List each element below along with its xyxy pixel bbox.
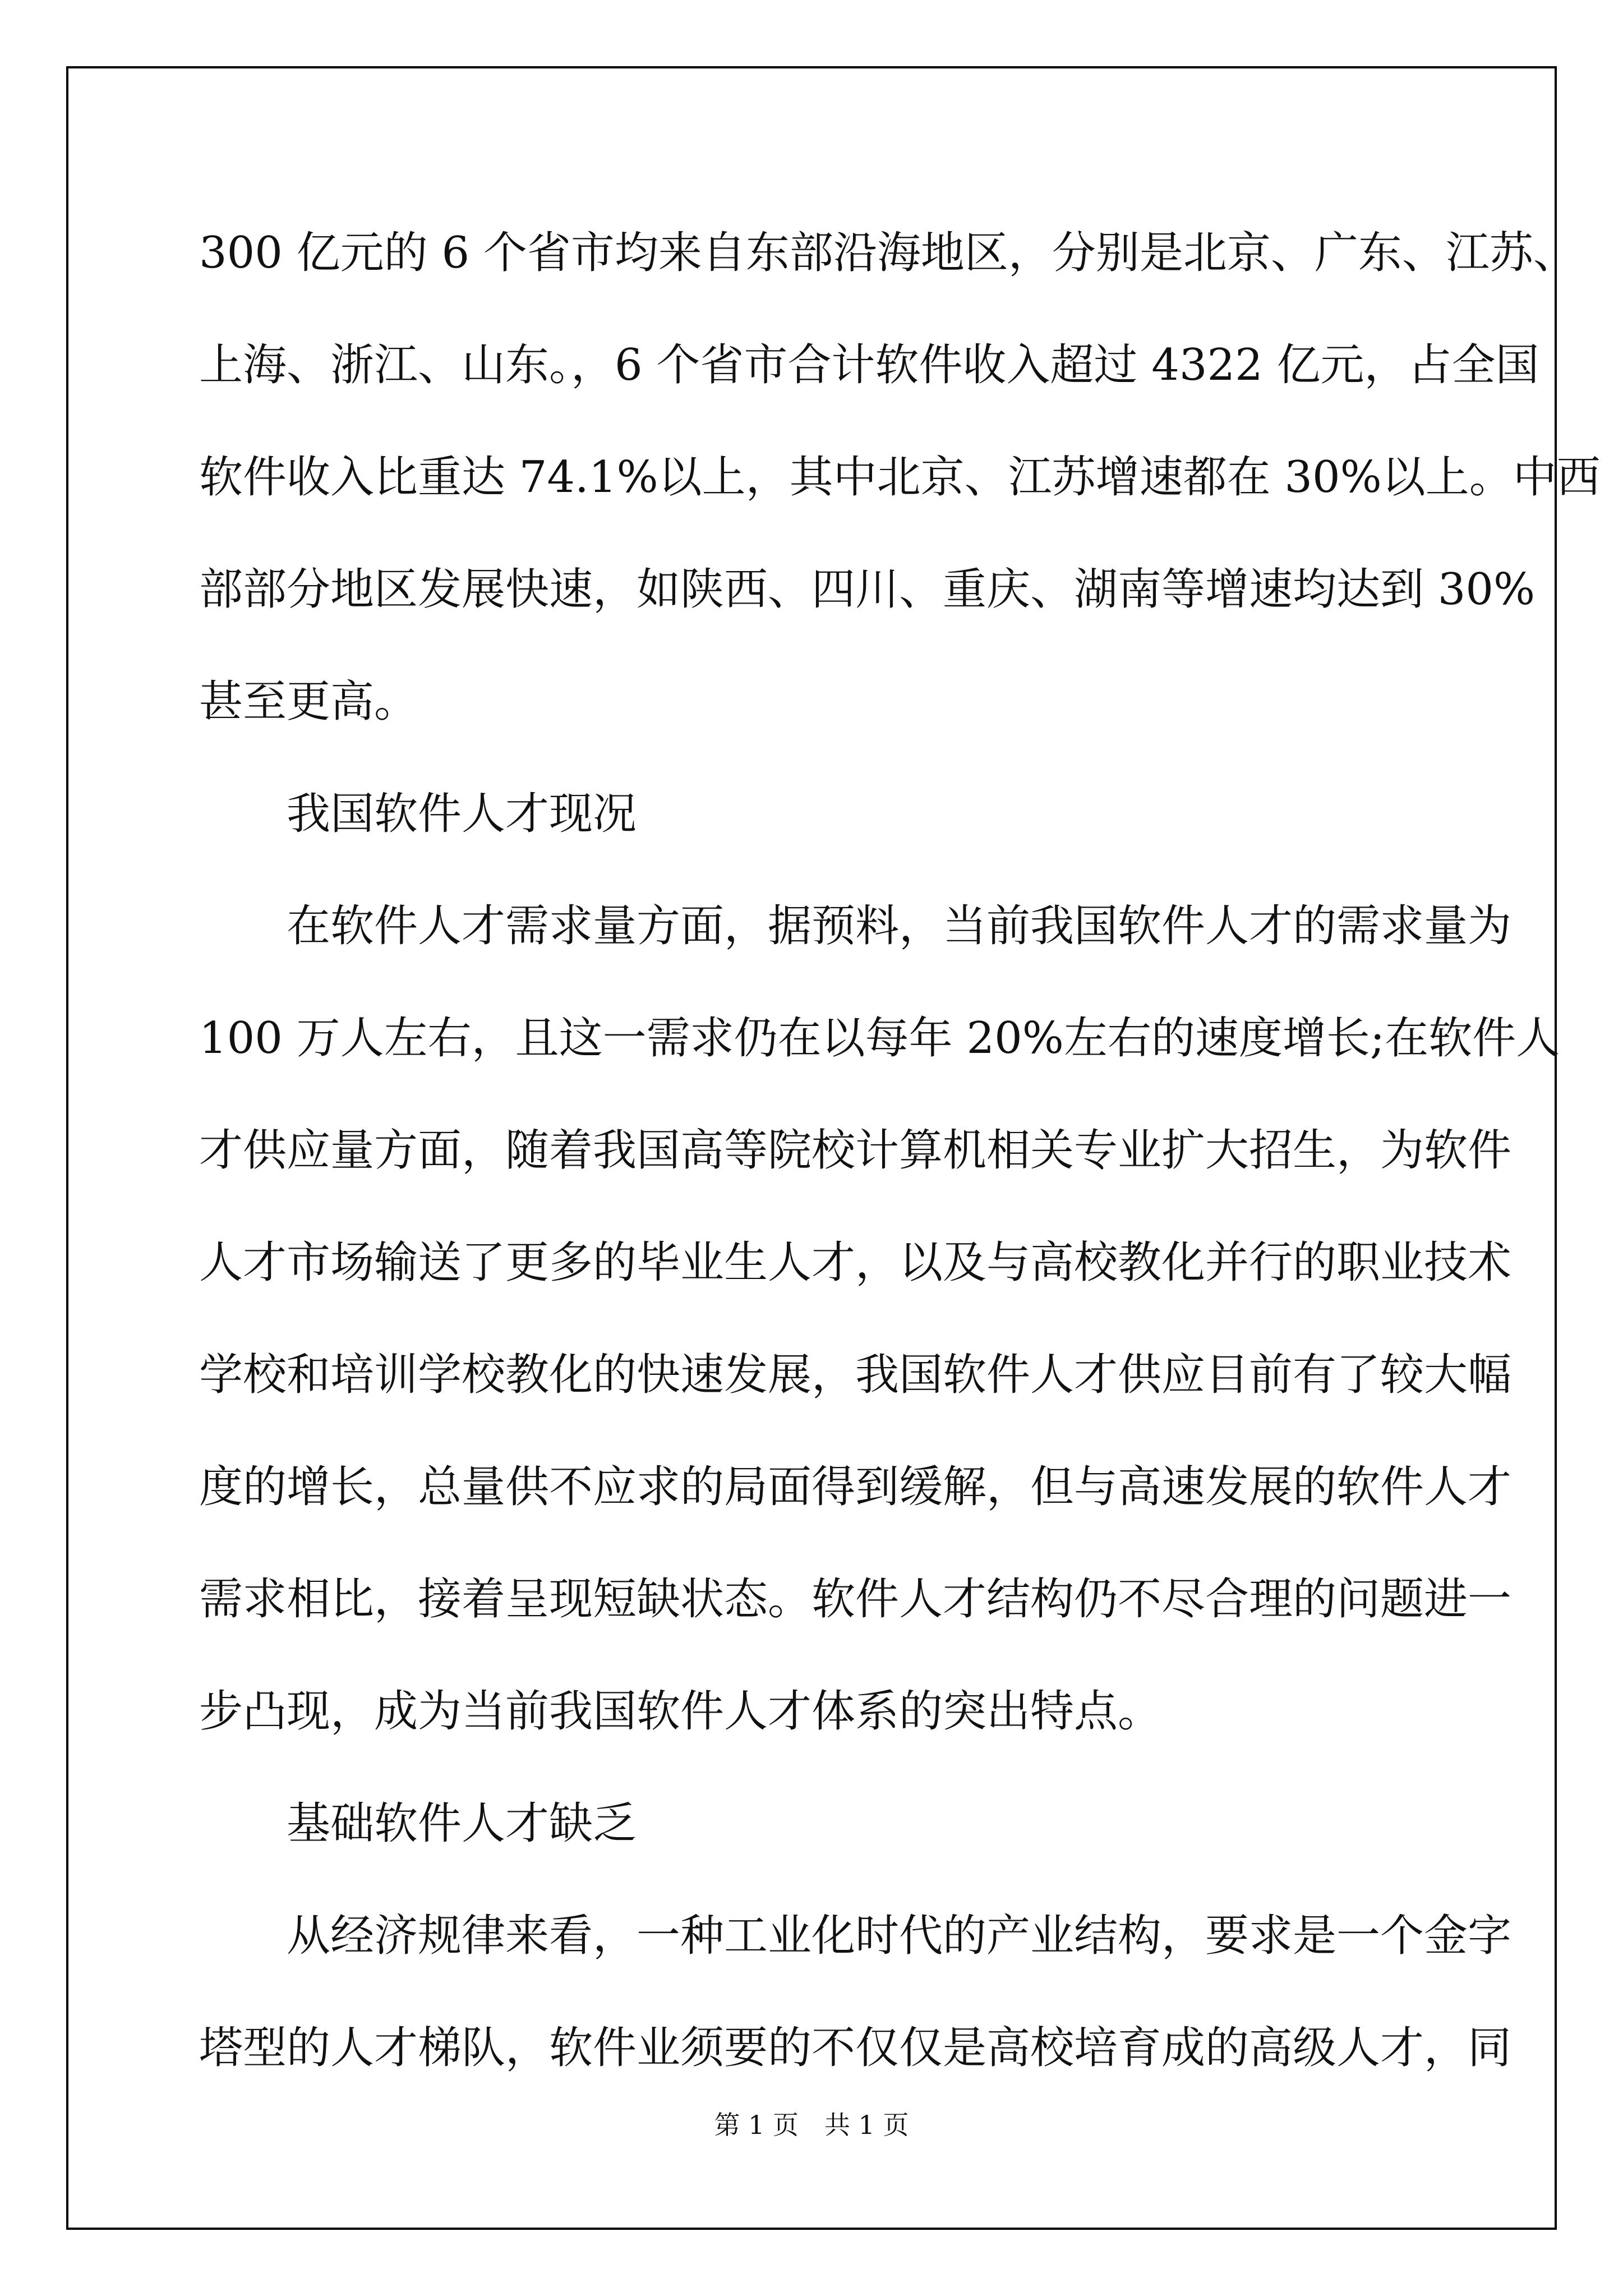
text-line: 300 亿元的 6 个省市均来自东部沿海地区，分别是北京、广东、江苏、 bbox=[199, 228, 1577, 278]
section-heading: 基础软件人才缺乏 bbox=[199, 1798, 637, 1849]
text-line: 人才市场输送了更多的毕业生人才，以及与高校教化并行的职业技术 bbox=[199, 1237, 1512, 1288]
text-line: 甚至更高。 bbox=[199, 677, 418, 727]
text-line: 100 万人左右，且这一需求仍在以每年 20%左右的速度增长;在软件人 bbox=[199, 1013, 1560, 1064]
page-footer: 第 1 页 共 1 页 bbox=[714, 2110, 909, 2140]
text-line: 学校和培训学校教化的快速发展，我国软件人才供应目前有了较大幅 bbox=[199, 1350, 1512, 1400]
text-line: 才供应量方面，随着我国高等院校计算机相关专业扩大招生，为软件 bbox=[199, 1125, 1512, 1176]
text-line: 需求相比，接着呈现短缺状态。软件人才结构仍不尽合理的问题进一 bbox=[199, 1574, 1512, 1625]
text-line: 软件收入比重达 74.1%以上，其中北京、江苏增速都在 30%以上。中西 bbox=[199, 452, 1601, 503]
text-line: 度的增长，总量供不应求的局面得到缓解，但与高速发展的软件人才 bbox=[199, 1462, 1512, 1512]
section-heading: 我国软件人才现况 bbox=[199, 789, 637, 839]
text-line: 从经济规律来看，一种工业化时代的产业结构，要求是一个金字 bbox=[199, 1911, 1512, 1961]
text-line: 上海、浙江、山东。，6 个省市合计软件收入超过 4322 亿元，占全国 bbox=[199, 340, 1539, 390]
text-line: 在软件人才需求量方面，据预料，当前我国软件人才的需求量为 bbox=[199, 901, 1512, 951]
text-line: 塔型的人才梯队，软件业须要的不仅仅是高校培育成的高级人才，同 bbox=[199, 2023, 1512, 2073]
text-line: 步凸现，成为当前我国软件人才体系的突出特点。 bbox=[199, 1686, 1162, 1737]
text-line: 部部分地区发展快速，如陕西、四川、重庆、湖南等增速均达到 30% bbox=[199, 564, 1536, 615]
